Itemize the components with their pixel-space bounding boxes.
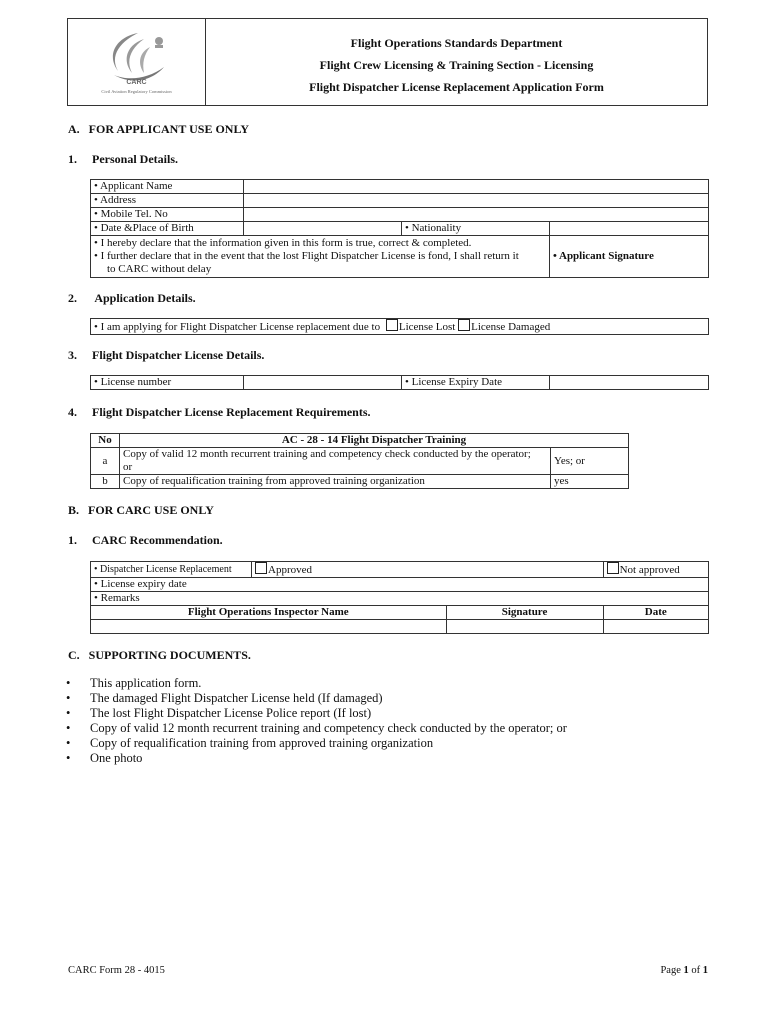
not-approved-cell [603, 562, 708, 578]
application-details-title: 2. Application Details. [68, 291, 196, 305]
dob-label: • Date &Place of Birth [91, 222, 244, 236]
approved-cell [252, 562, 604, 578]
license-number-label: • License number [91, 376, 244, 390]
declaration-line-3: to CARC without delay [107, 263, 212, 275]
carc-recommendation-title: 1. CARC Recommendation. [68, 533, 223, 547]
license-damaged-checkbox[interactable] [458, 319, 470, 331]
declaration-line-1: • I hereby declare that the information given in this form is true, correct & completed. [94, 237, 472, 249]
inspector-signature-field[interactable] [446, 620, 603, 634]
inspector-col-header: Flight Operations Inspector Name [91, 606, 447, 620]
req-row-a-text [120, 448, 551, 475]
approved-checkbox[interactable] [255, 562, 267, 574]
declaration-line-2: • I further declare that in the event that the lost Flight Dispatcher License is fond, I shall return it [94, 250, 519, 262]
license-damaged-label: License Damaged [471, 321, 551, 333]
req-row-a-line-2: or [123, 461, 133, 473]
approved-label: Approved [268, 564, 312, 576]
recommendation-table [90, 561, 709, 634]
application-details-table [90, 318, 709, 335]
req-row-a-status: Yes; or [551, 448, 629, 475]
req-col-title: AC - 28 - 14 Flight Dispatcher Training [120, 434, 629, 448]
address-field[interactable] [244, 194, 709, 208]
license-expiry-label: • License Expiry Date [402, 376, 550, 390]
logo-text: CARC [126, 79, 147, 86]
application-reason-cell [91, 319, 709, 335]
expiry-date-cell[interactable]: • License expiry date [91, 578, 709, 592]
list-item: • Copy of valid 12 month recurrent training and competency check conducted by the operator; or [66, 721, 567, 735]
section-b-title: B. FOR CARC USE ONLY [68, 503, 214, 517]
req-row-b-no: b [91, 475, 120, 489]
header-logo-cell [68, 19, 206, 105]
applicant-signature-field[interactable]: • Applicant Signature [550, 236, 709, 278]
license-lost-checkbox[interactable] [386, 319, 398, 331]
page-number: Page 1 of 1 [660, 965, 708, 976]
list-item: • Copy of requalification training from approved training organization [66, 736, 434, 750]
section-c-title: C. SUPPORTING DOCUMENTS. [68, 648, 251, 662]
applicant-name-label: • Applicant Name [91, 180, 244, 194]
req-row-a-no: a [91, 448, 120, 475]
req-row-b-status: yes [551, 475, 629, 489]
not-approved-label: Not approved [619, 564, 680, 576]
section-title: Flight Crew Licensing & Training Section - Licensing [319, 58, 594, 72]
header-box [67, 18, 708, 106]
department-title: Flight Operations Standards Department [350, 36, 563, 50]
signature-col-header: Signature [446, 606, 603, 620]
list-item: • One photo [66, 751, 143, 765]
application-reason-text: • I am applying for Flight Dispatcher License replacement due to [94, 321, 381, 333]
list-item: • The damaged Flight Dispatcher License held (If damaged) [66, 691, 383, 705]
nationality-field[interactable] [550, 222, 709, 236]
personal-details-table [90, 179, 709, 278]
nationality-label: • Nationality [402, 222, 550, 236]
mobile-label: • Mobile Tel. No [91, 208, 244, 222]
section-a-title: A. FOR APPLICANT USE ONLY [68, 122, 250, 136]
replacement-label: • Dispatcher License Replacement [91, 562, 252, 578]
list-item: • The lost Flight Dispatcher License Police report (If lost) [66, 706, 372, 720]
mobile-field[interactable] [244, 208, 709, 222]
not-approved-checkbox[interactable] [607, 562, 619, 574]
logo-subtext: Civil Aviation Regulatory Commission [101, 89, 172, 94]
req-row-b-text: Copy of requalification training from approved training organization [120, 475, 551, 489]
address-label: • Address [91, 194, 244, 208]
requirements-title: 4. Flight Dispatcher License Replacement Requirements. [68, 405, 371, 419]
personal-details-title: 1. Personal Details. [68, 152, 178, 166]
req-row-a-line-1: Copy of valid 12 month recurrent training and competency check conducted by the operator; [123, 448, 531, 460]
license-number-field[interactable] [244, 376, 402, 390]
requirements-table [90, 433, 629, 489]
supporting-documents-list [66, 676, 567, 766]
license-expiry-field[interactable] [550, 376, 709, 390]
inspector-name-field[interactable] [91, 620, 447, 634]
inspector-date-field[interactable] [603, 620, 708, 634]
form-number: CARC Form 28 - 4015 [68, 965, 165, 976]
license-lost-label: License Lost [398, 321, 456, 333]
form-title: Flight Dispatcher License Replacement Application Form [309, 80, 604, 94]
date-col-header: Date [603, 606, 708, 620]
remarks-cell[interactable]: • Remarks [91, 592, 709, 606]
list-item: • This application form. [66, 676, 202, 690]
applicant-name-field[interactable] [244, 180, 709, 194]
license-details-table [90, 375, 709, 390]
dob-field[interactable] [244, 222, 402, 236]
declaration-cell [91, 236, 550, 278]
req-col-no: No [91, 434, 120, 448]
license-details-title: 3. Flight Dispatcher License Details. [68, 348, 265, 362]
